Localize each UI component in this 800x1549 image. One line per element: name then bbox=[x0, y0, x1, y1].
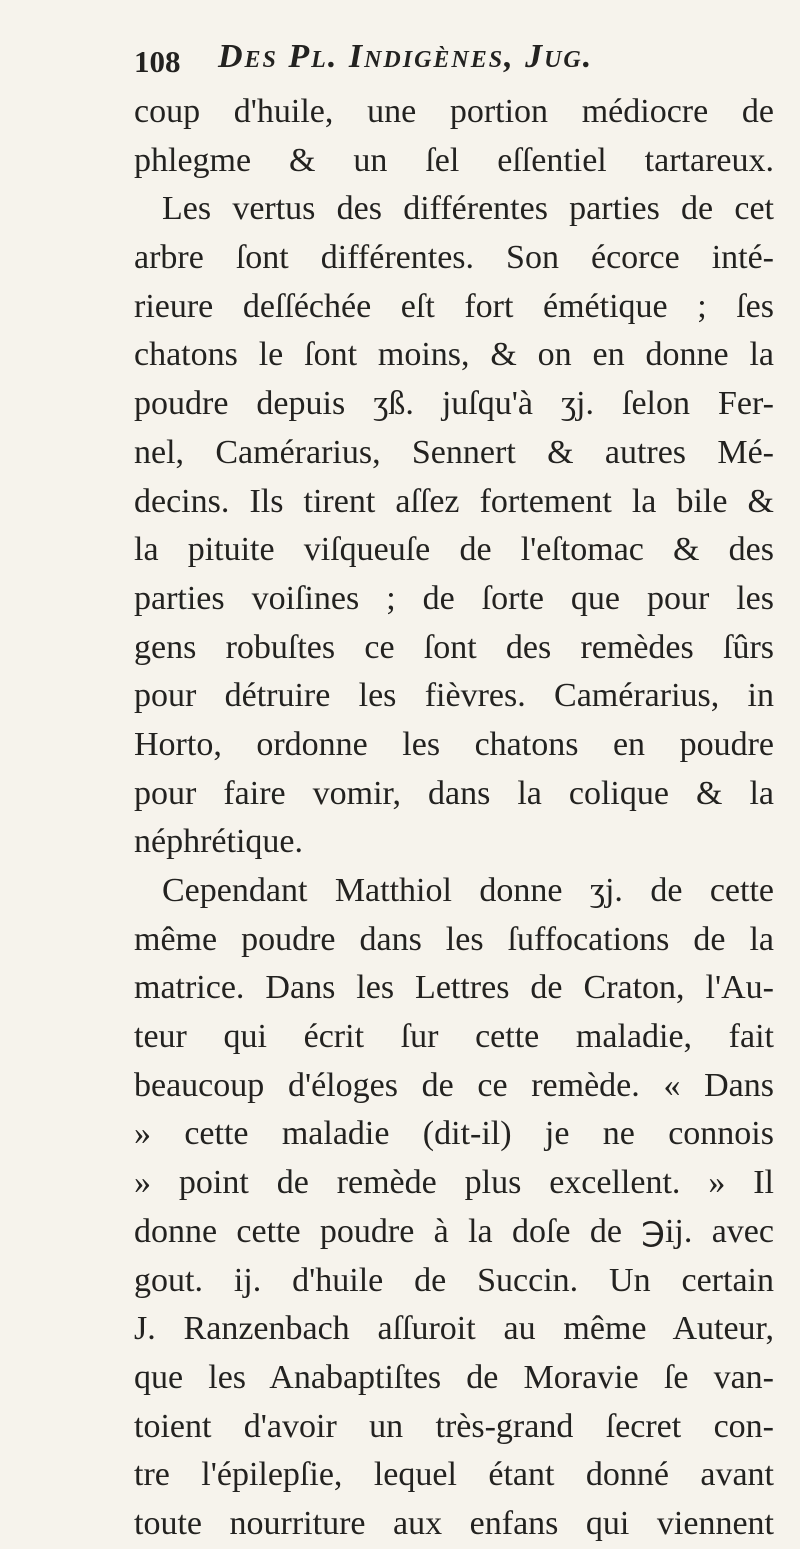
text-line: J. Ranzenbach aſſuroit au même Auteur, bbox=[134, 1310, 774, 1348]
text-line: pour détruire les fièvres. Camérarius, in bbox=[134, 677, 774, 715]
text-line: teur qui écrit ſur cette maladie, fait bbox=[134, 1018, 774, 1056]
text-line: même poudre dans les ſuffocations de la bbox=[134, 920, 774, 958]
text-line: rieure deſſéchée eſt fort émétique ; ſes bbox=[134, 287, 774, 325]
text-line: » cette maladie (dit-il) je ne connois bbox=[134, 1115, 774, 1153]
text-line: Les vertus des différentes parties de cet bbox=[162, 190, 774, 228]
text-line: que les Anabaptiſtes de Moravie ſe van- bbox=[134, 1358, 774, 1396]
text-line: parties voiſines ; de ſorte que pour les bbox=[134, 579, 774, 617]
text-line: toient d'avoir un très-grand ſecret con- bbox=[134, 1407, 774, 1445]
text-line: gens robuſtes ce ſont des remèdes ſûrs bbox=[134, 628, 774, 666]
text-line: coup d'huile, une portion médiocre de bbox=[134, 93, 774, 130]
text-line: pour faire vomir, dans la colique & la bbox=[134, 774, 774, 812]
text-line: nel, Camérarius, Sennert & autres Mé- bbox=[134, 433, 774, 471]
text-line: Cependant Matthiol donne ʒj. de cette bbox=[162, 872, 774, 909]
text-line: beaucoup d'éloges de ce remède. « Dans bbox=[134, 1066, 774, 1104]
text-line: decins. Ils tirent aſſez fortement la bile & bbox=[134, 482, 774, 520]
text-line: poudre depuis ʒß. juſqu'à ʒj. ſelon Fer- bbox=[134, 385, 774, 423]
page-number: 108 bbox=[134, 44, 181, 79]
text-line: gout. ij. d'huile de Succin. Un certain bbox=[134, 1261, 774, 1299]
text-line: Horto, ordonne les chatons en poudre bbox=[134, 725, 774, 763]
text-line: toute nourriture aux enfans qui viennent bbox=[134, 1504, 774, 1542]
text-line: donne cette poudre à la doſe de ℈ij. avec bbox=[134, 1212, 774, 1250]
running-head bbox=[134, 38, 774, 86]
text-line: phlegme & un ſel eſſentiel tartareux. bbox=[134, 141, 774, 179]
text-line: chatons le ſont moins, & on en donne la bbox=[134, 336, 774, 374]
text-line: tre l'épilepſie, lequel étant donné avant bbox=[134, 1456, 774, 1494]
text-line: » point de remède plus excellent. » Il bbox=[134, 1164, 774, 1202]
running-title: Des Pl. Indigènes, Jug. bbox=[218, 38, 594, 75]
text-line: la pituite viſqueuſe de l'eſtomac & des bbox=[134, 531, 774, 569]
body-text bbox=[134, 88, 774, 1549]
text-line: arbre ſont différentes. Son écorce inté- bbox=[134, 239, 774, 277]
text-line: néphrétique. bbox=[134, 823, 303, 861]
text-line: matrice. Dans les Lettres de Craton, l'Au- bbox=[134, 969, 774, 1007]
